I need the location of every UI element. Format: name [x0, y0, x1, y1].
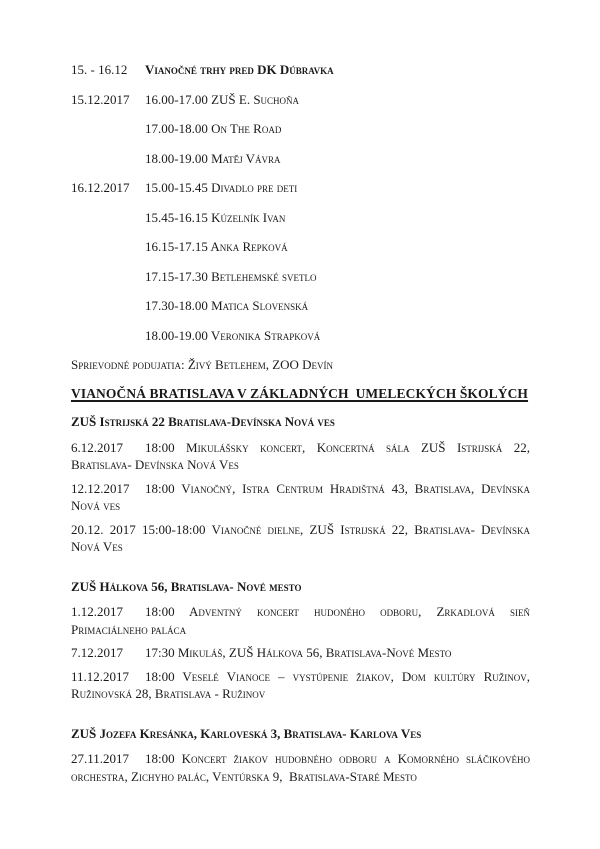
event-text: 18:00 Mikulášsky koncert, Koncertná sála ZUŠ Istrijská 22, Bratislava- Devínska Nová Ves [71, 439, 530, 472]
program-event: 15.00-15.45 Divadlo pre deti [145, 180, 298, 195]
program-date [71, 209, 145, 227]
school-section-istrijska [71, 413, 530, 556]
school-title: ZUŠ Jozefa Kresánka, Karloveská 3, Bratislava- Karlova Ves [71, 725, 422, 741]
program-row [71, 238, 530, 256]
event-date: 6.12.2017 [71, 439, 123, 455]
program-date [71, 297, 145, 315]
program-row [71, 150, 530, 168]
school-section-kresanka [71, 725, 530, 786]
program-event: 15.45-16.15 Kúzelník Ivan [145, 209, 286, 225]
program-date [71, 327, 145, 345]
event-entry [71, 603, 530, 638]
event-entry [71, 439, 530, 474]
program-date [71, 150, 145, 168]
program-row [71, 209, 530, 227]
program-event: Vianočné trhy pred DK Dúbravka [145, 62, 334, 77]
program-date [71, 268, 145, 286]
program-event: 17.30-18.00 Matica Slovenská [145, 298, 309, 313]
event-entry [71, 480, 530, 515]
event-date: 27.11.2017 [71, 751, 130, 766]
program-row [71, 179, 530, 197]
event-date: 12.12.2017 [71, 480, 130, 496]
program-row [71, 327, 530, 345]
event-entry [71, 521, 530, 556]
school-title: ZUŠ Istrijská 22 Bratislava-Devínska Nová ves [71, 414, 335, 429]
program-event: 16.00-17.00 ZUŠ E. Suchoňa [145, 91, 300, 107]
event-text: 18:00 Vianočný, Istra Centrum Hradištná 43, Bratislava, Devínska Nová ves [71, 480, 530, 513]
program-event: 18.00-19.00 Matěj Vávra [145, 150, 281, 166]
program-row [71, 120, 530, 138]
program-date [71, 238, 145, 256]
program-event: 17.00-18.00 On The Road [145, 121, 282, 136]
program-date: 16.12.2017 [71, 180, 130, 195]
program-date: 15.12.2017 [71, 91, 130, 107]
event-text: 18:00 Adventný koncert hudoného odboru, Zrkadlová sieň Primaciálneho paláca [71, 604, 530, 637]
event-text: 18:00 Koncert žiakov hudobného odboru a Komorného sláčikového orchestra, Zichyho palác, Ventúrska 9, Bratislava-Staré Mesto [71, 751, 530, 784]
event-entry [71, 668, 530, 703]
program-event: 17.15-17.30 Betlehemské svetlo [145, 268, 317, 284]
event-text: 17:30 Mikuláš, ZUŠ Hálkova 56, Bratislava-Nové Mesto [145, 645, 452, 660]
event-entry [71, 750, 530, 785]
event-date: 7.12.2017 [71, 645, 123, 660]
program-event: 16.15-17.15 Anka Repková [145, 239, 288, 254]
school-title: ZUŠ Hálkova 56, Bratislava- Nové mesto [71, 578, 302, 594]
program-row [71, 268, 530, 286]
event-text: 18:00 Veselé Vianoce – vystúpenie žiakov, Dom kultúry Ružinov, Ružinovská 28, Bratislava - Ružinov [71, 668, 530, 701]
program-row [71, 91, 530, 109]
program-date [71, 120, 145, 138]
side-events-note: Sprievodné podujatia: Živý Betlehem, ZOO Devín [71, 357, 334, 372]
page-heading: VIANOČNÁ BRATISLAVA V ZÁKLADNÝCH UMELECKÝCH ŠKOLÝCH [71, 385, 529, 401]
event-date: 11.12.2017 [71, 668, 130, 684]
event-date: 20.12. 2017 [71, 521, 136, 537]
program-date: 15. - 16.12 [71, 62, 128, 77]
program-event: 18.00-19.00 Veronika Strapková [145, 327, 321, 343]
event-text: 15:00-18:00 Vianočné dielne, ZUŠ Istrijská 22, Bratislava- Devínska Nová Ves [71, 521, 531, 554]
dk-dubravka-program [71, 61, 530, 374]
event-entry [71, 644, 530, 662]
program-row [71, 297, 530, 315]
school-section-halkova [71, 578, 530, 703]
program-row [71, 61, 530, 79]
event-date: 1.12.2017 [71, 604, 123, 619]
